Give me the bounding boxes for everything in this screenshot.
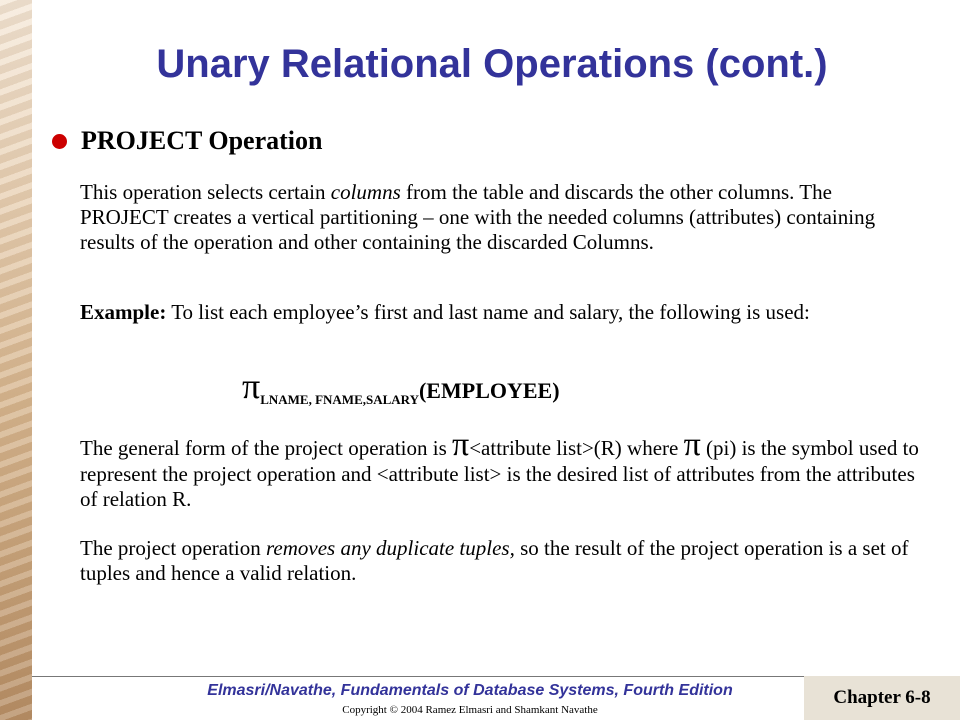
paragraph-example bbox=[80, 300, 920, 325]
p3-text-c: (pi) is the symbol used to represent the project operation and <attribute list> is the desired list of attributes from the attributes of relation R. bbox=[80, 436, 919, 511]
p1-text-a: This operation selects certain bbox=[80, 180, 331, 204]
example-text: To list each employee’s first and last name and salary, the following is used: bbox=[166, 300, 810, 324]
p1-emphasis: columns bbox=[330, 180, 401, 204]
bullet-heading: PROJECT Operation bbox=[81, 126, 323, 155]
p4-emphasis: removes any duplicate tuples, bbox=[266, 536, 515, 560]
paragraph-duplicates bbox=[80, 536, 920, 586]
pi-symbol: π bbox=[242, 366, 261, 406]
footer-copyright: Copyright © 2004 Ramez Elmasri and Shamkant Navathe bbox=[342, 704, 598, 716]
pi-symbol-inline-2: π bbox=[683, 426, 701, 463]
paragraph-description bbox=[80, 180, 920, 255]
bullet-row bbox=[52, 126, 322, 156]
decorative-side-strip bbox=[0, 0, 32, 720]
slide-title: Unary Relational Operations (cont.) bbox=[156, 42, 828, 86]
p3-text-a: The general form of the project operation is bbox=[80, 436, 453, 460]
p1-text-b: from the table and discards the other columns. The PROJECT creates a vertical partitioning – one with the needed columns (attributes) containing results of the operation and other containing the discarded Columns. bbox=[80, 180, 876, 254]
bullet-dot-icon bbox=[52, 134, 67, 149]
formula-subscript: LNAME, FNAME,SALARY bbox=[260, 392, 419, 407]
pi-symbol-inline: π bbox=[452, 426, 470, 463]
p4-text-b: so the result of the project operation is a set of tuples and hence a valid relation. bbox=[80, 536, 909, 585]
footer-book-title: Elmasri/Navathe, Fundamentals of Database Systems, Fourth Edition bbox=[207, 682, 733, 699]
formula-argument: (EMPLOYEE) bbox=[418, 378, 560, 403]
p3-text-b: <attribute list>(R) where bbox=[469, 436, 684, 460]
project-formula bbox=[242, 366, 560, 407]
p4-text-a: The project operation bbox=[80, 536, 267, 560]
example-label: Example: bbox=[80, 300, 167, 324]
chapter-label: Chapter 6-8 bbox=[804, 676, 960, 720]
paragraph-general-form bbox=[80, 428, 920, 512]
